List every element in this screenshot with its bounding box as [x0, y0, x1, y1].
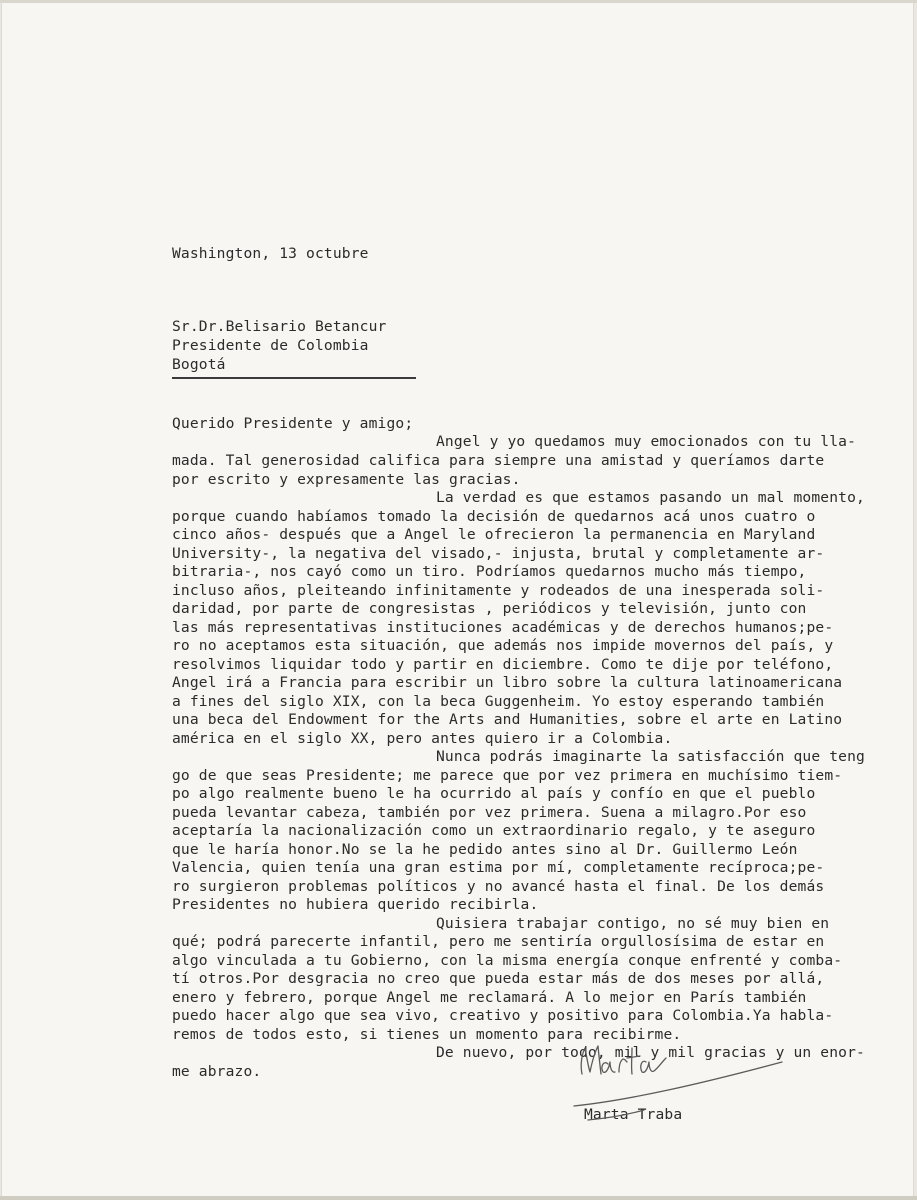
body-line: las más representativas instituciones académicas y de derechos humanos;pe- [172, 619, 834, 636]
body-line: Quisiera trabajar contigo, no sé muy bien en [436, 915, 830, 932]
body-line: pueda levantar cabeza, también por vez primera. Suena a milagro.Por eso [172, 804, 807, 821]
body-line: ro surgieron problemas políticos y no avancé hasta el final. De los demás [172, 878, 825, 895]
recipient-name: Sr.Dr.Belisario Betancur [172, 318, 387, 335]
place-date: Washington, 13 octubre [172, 245, 369, 262]
body-line: una beca del Endowment for the Arts and Humanities, sobre el arte en Latino [172, 711, 843, 728]
body-line: tí otros.Por desgracia no creo que pueda estar más de dos meses por allá, [172, 970, 825, 987]
body-line: Angel irá a Francia para escribir un libro sobre la cultura latinoamericana [172, 674, 843, 691]
address-underline [172, 377, 416, 379]
recipient-title: Presidente de Colombia [172, 337, 369, 354]
body-line: mada. Tal generosidad califica para siempre una amistad y queríamos darte [172, 452, 825, 469]
body-line: algo vinculada a tu Gobierno, con la misma energía conque enfrenté y comba- [172, 952, 843, 969]
paper-bottom-edge [0, 1196, 917, 1200]
body-line: Presidentes no hubiera querido recibirla. [172, 896, 539, 913]
body-line: La verdad es que estamos pasando un mal momento, [436, 489, 865, 506]
body-line: bitraria-, nos cayó como un tiro. Podríamos quedarnos mucho más tiempo, [172, 563, 807, 580]
body-line: aceptaría la nacionalización como un extraordinario regalo, y te aseguro [172, 822, 816, 839]
body-line: me abrazo. [172, 1063, 262, 1080]
body-line: ro no aceptamos esta situación, que además nos impide movernos del país, y [172, 637, 834, 654]
body-line: po algo realmente bueno le ha ocurrido al país y confío en que el pueblo [172, 785, 816, 802]
body-line: go de que seas Presidente; me parece que por vez primera en muchísimo tiem- [172, 767, 843, 784]
body-line: que le haría honor.No se la he pedido antes sino al Dr. Guillermo León [172, 841, 798, 858]
body-line: enero y febrero, porque Angel me reclamará. A lo mejor en París también [172, 989, 807, 1006]
typed-signature: Marta Traba [584, 1106, 683, 1123]
body-line: University-, la negativa del visado,- injusta, brutal y completamente ar- [172, 545, 825, 562]
body-line: Angel y yo quedamos muy emocionados con tu lla- [436, 433, 857, 450]
body-line: qué; podrá parecerte infantil, pero me sentiría orgullosísima de estar en [172, 933, 825, 950]
body-line: porque cuando habíamos tomado la decisión de quedarnos acá unos cuatro o [172, 508, 816, 525]
body-line: cinco años- después que a Angel le ofrecieron la permanencia en Maryland [172, 526, 816, 543]
body-line: De nuevo, por todo, mil y mil gracias y un enor- [436, 1044, 865, 1061]
body-line: américa en el siglo XX, pero antes quiero ir a Colombia. [172, 730, 673, 747]
body-line: a fines del siglo XIX, con la beca Guggenheim. Yo estoy esperando también [172, 693, 825, 710]
paper-top-edge [0, 0, 917, 3]
body-line: incluso años, pleiteando infinitamente y rodeados de una inesperada soli- [172, 582, 825, 599]
body-line: remos de todos esto, si tienes un momento para recibirme. [172, 1026, 682, 1043]
recipient-city: Bogotá [172, 356, 226, 373]
salutation: Querido Presidente y amigo; [172, 415, 414, 432]
handwritten-signature [570, 1028, 790, 1123]
body-line: resolvimos liquidar todo y partir en diciembre. Como te dije por teléfono, [172, 656, 834, 673]
body-line: Valencia, quien tenía una gran estima por mí, completamente recíproca;pe- [172, 859, 825, 876]
body-line: Nunca podrás imaginarte la satisfacción que teng [436, 748, 865, 765]
body-line: daridad, por parte de congresistas , periódicos y televisión, junto con [172, 600, 807, 617]
body-line: por escrito y expresamente las gracias. [172, 471, 521, 488]
body-line: puedo hacer algo que sea vivo, creativo y positivo para Colombia.Ya habla- [172, 1007, 834, 1024]
